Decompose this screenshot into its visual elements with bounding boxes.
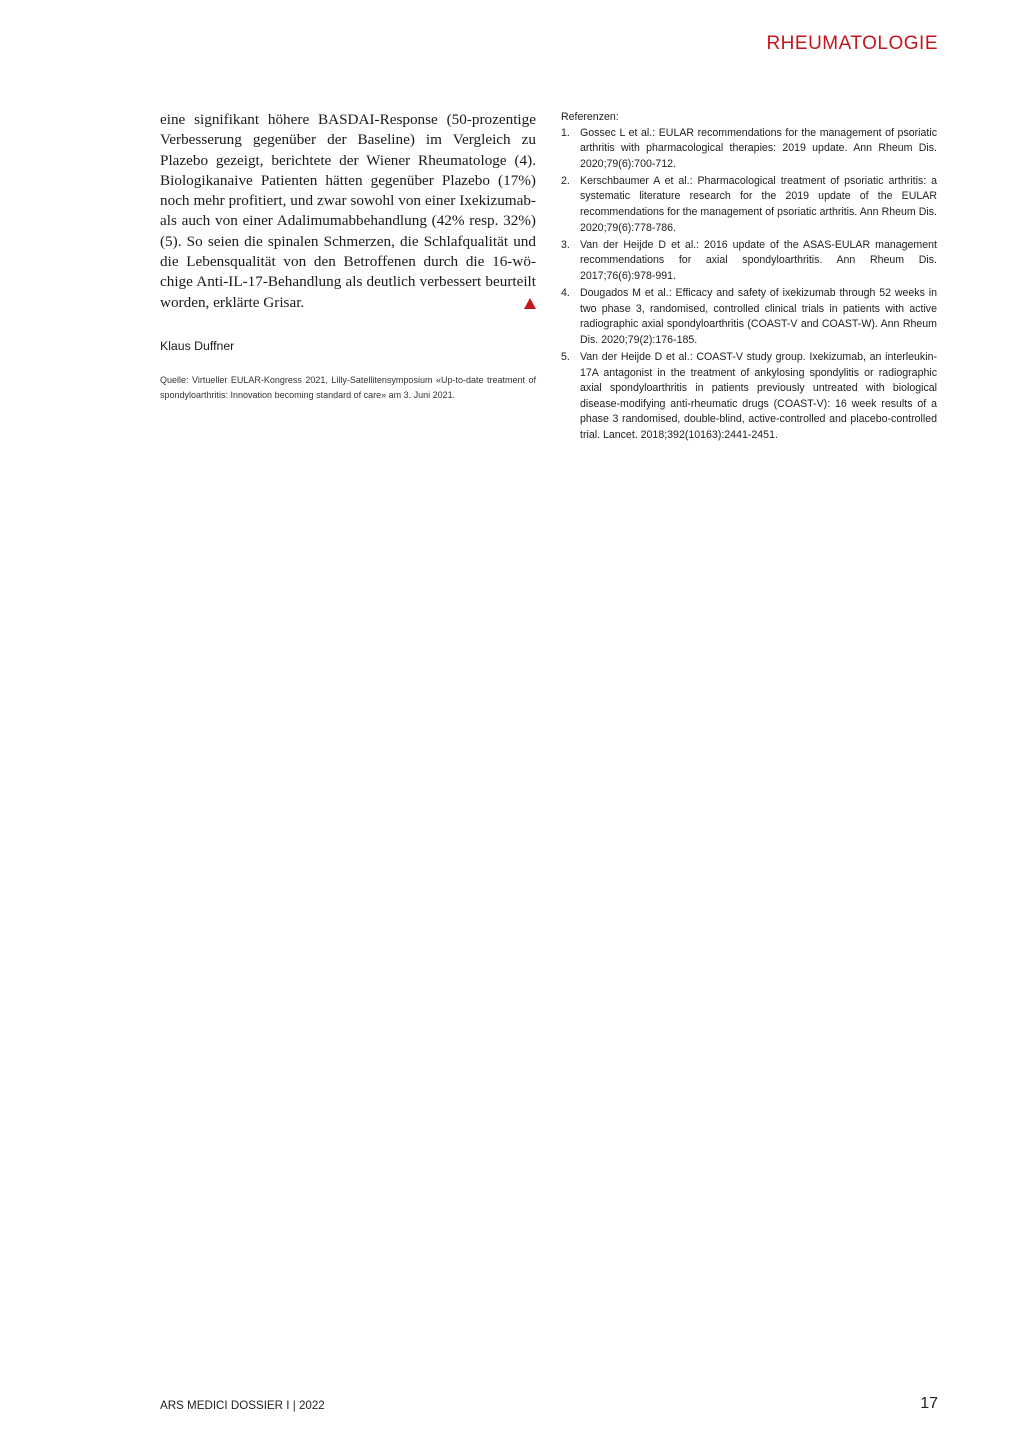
references-column bbox=[561, 110, 937, 445]
reference-text: Kerschbaumer A et al.: Pharmacological treatment of psoriatic arthritis: a systematic literature research for the 2019 update of the EULAR recommendations for the management of psoriatic arthritis. Ann Rheum Dis. 2020;79(6):778-786. bbox=[580, 174, 937, 234]
source-note: Quelle: Virtueller EULAR-Kongress 2021, Lilly-Satellitensymposium «Up-to-date treatment of spondyloarthritis: Innovation becoming standard of care» am 3. Juni 2021. bbox=[160, 374, 536, 401]
reference-text: Van der Heijde D et al.: COAST-V study group. Ixekizumab, an interleukin-17A antagonist in the treatment of ankylosing spondylitis or radiographic axial spondyloarthritis in patients previously untreated with biological disease-modifying anti-rheumatic drugs (COAST-V): 16 week results of a phase 3 randomised, double-blind, active-controlled and placebo-controlled trial. Lancet. 2018;392(10163):2441-2451. bbox=[580, 350, 937, 441]
footer-publication: ARS MEDICI DOSSIER I | 2022 bbox=[160, 1399, 325, 1412]
reference-text: Dougados M et al.: Efficacy and safety of ixekizumab through 52 weeks in two phase 3, randomised, controlled clinical trials in patients with active radiographic axial spondyloarthritis (COAST-V and COAST-W). Ann Rheum Dis. 2020;79(2):176-185. bbox=[580, 287, 937, 346]
article-body-text: eine signifikant höhere BASDAI-Response (50-prozentige Verbesserung gegenüber der Baseline) im Vergleich zu Plazebo gezeigt, berichtete der Wiener Rheumatologe (4). Biologikanaive Patienten hätten gegenüber Plazebo (17%) noch mehr profitiert, und zwar sowohl von einer Ixekizumab- als auch von einer Adalimumabbehandlung (42% resp. 32%) (5). So seien die spinalen Schmerzen, die Schlafqualität und die Lebensqualität von den Betroffenen durch die 16-wöchige Anti-IL-17-Behandlung als deutlich verbessert beurteilt worden, erklärte Grisar. bbox=[160, 111, 536, 311]
article-column bbox=[160, 110, 536, 404]
end-of-article-triangle-icon bbox=[524, 298, 536, 309]
reference-item bbox=[561, 286, 937, 348]
reference-text: Gossec L et al.: EULAR recommendations for the management of psoriatic arthritis with pharmacological therapies: 2019 update. Ann Rheum Dis. 2020;79(6):700-712. bbox=[580, 126, 937, 170]
reference-item bbox=[561, 174, 937, 236]
reference-text: Van der Heijde D et al.: 2016 update of the ASAS-EULAR management recommendations for axial spondyloarthritis. Ann Rheum Dis. 2017;76(6):978-991. bbox=[580, 238, 937, 282]
page-number: 17 bbox=[920, 1395, 938, 1412]
reference-number: 1. bbox=[561, 126, 570, 139]
references-heading: Referenzen: bbox=[561, 111, 619, 123]
references-list bbox=[561, 126, 937, 444]
author-name: Klaus Duffner bbox=[160, 338, 235, 353]
reference-number: 4. bbox=[561, 287, 570, 300]
reference-item bbox=[561, 238, 937, 285]
reference-number: 3. bbox=[561, 238, 570, 251]
reference-number: 5. bbox=[561, 350, 570, 363]
reference-number: 2. bbox=[561, 174, 570, 187]
section-title: RHEUMATOLOGIE bbox=[766, 33, 938, 54]
reference-item bbox=[561, 350, 937, 444]
reference-item bbox=[561, 126, 937, 173]
article-body bbox=[160, 110, 536, 313]
